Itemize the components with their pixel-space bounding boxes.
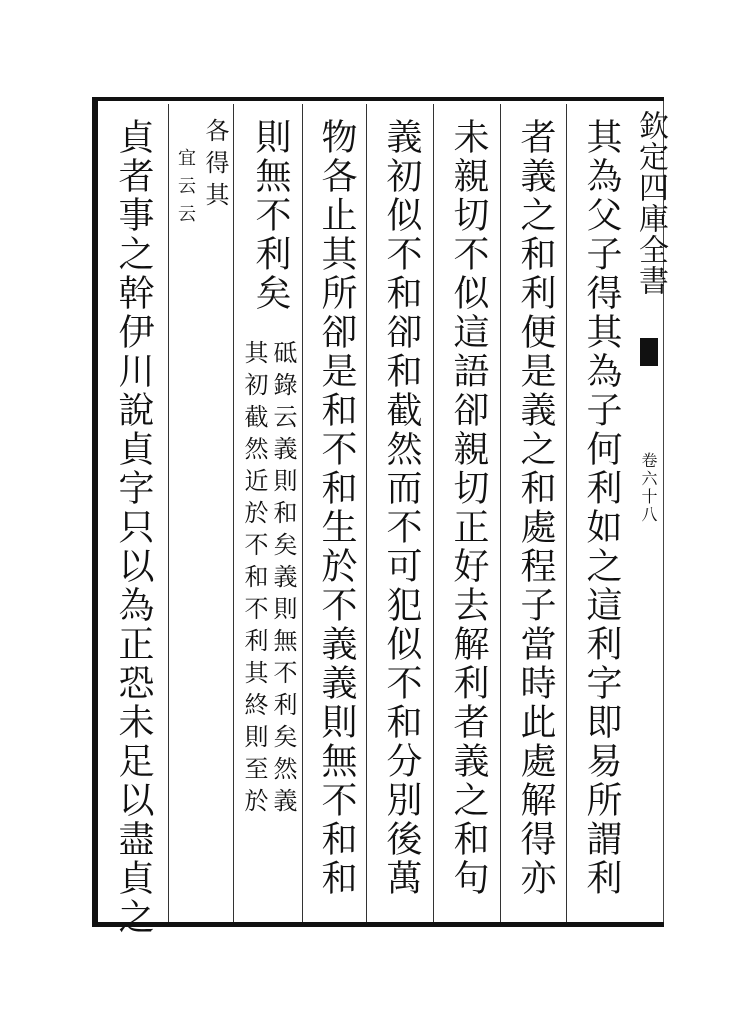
text-column-2: 者義之和利便是義之和處程子當時此處解得亦	[515, 118, 556, 898]
fishtail-mark	[640, 338, 658, 366]
annotation-end: 宜云云	[175, 148, 196, 232]
frame-left-border	[92, 100, 98, 926]
frame-bottom-border	[92, 922, 664, 927]
column-rule	[302, 104, 303, 922]
text-column-3: 未親切不似這語卻親切正好去解利者義之和句	[448, 118, 489, 898]
annotation-continuation: 各得其	[201, 118, 229, 214]
column-rule	[366, 104, 367, 922]
text-column-4: 義初似不和卻和截然而不可犯似不和分別後萬	[381, 118, 422, 898]
column-rule	[168, 104, 169, 922]
text-column-5: 物各止其所卻是和不和生於不義義則無不和和	[316, 118, 357, 898]
text-column-6: 則無不利矣	[250, 118, 291, 313]
annotation-column-left: 其初截然近於不和不利其終則至於	[240, 340, 268, 820]
text-column-last: 貞者事之幹伊川說貞字只以為正恐未足以盡貞之	[113, 118, 154, 937]
text-column-1: 其為父子得其為子何利如之這利字即易所謂利	[581, 118, 622, 898]
frame-top-border	[92, 97, 664, 101]
column-rule	[500, 104, 501, 922]
column-rule	[433, 104, 434, 922]
margin-book-title: 欽定四庫全書	[633, 110, 668, 296]
column-rule	[566, 104, 567, 922]
margin-volume: 卷六十八	[639, 452, 658, 524]
column-rule	[233, 104, 234, 922]
annotation-column-right: 砥錄云義則和矣義則無不利矣然義	[269, 340, 297, 820]
